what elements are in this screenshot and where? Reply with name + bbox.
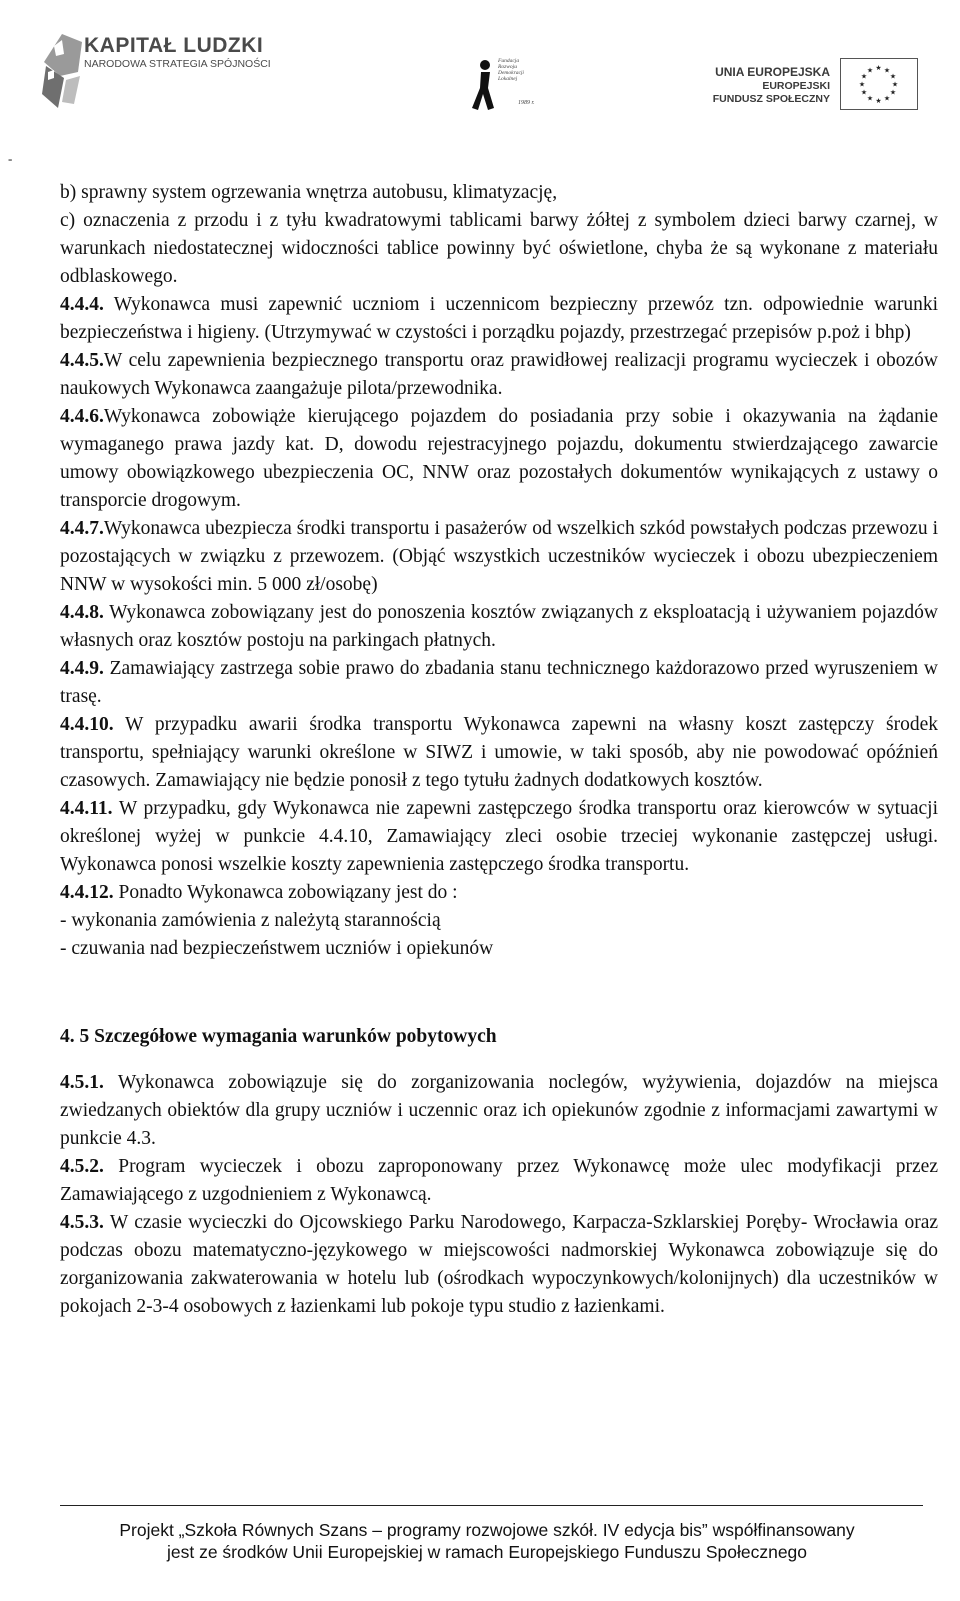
section-heading: 4. 5 Szczegółowe wymagania warunków pobytowych xyxy=(60,1026,497,1047)
item-number: 4.4.4. xyxy=(60,294,104,315)
eu-line3: FUNDUSZ SPOŁECZNY xyxy=(712,93,830,105)
item-4-4-5 xyxy=(60,347,938,403)
item-number: 4.5.1. xyxy=(60,1072,104,1093)
sub-item: - wykonania zamówienia z należytą starannością xyxy=(60,910,441,931)
item-text: Wykonawca ubezpiecza środki transportu i pasażerów od wszelkich szkód powstałych podczas przewozu i pozostających w związku z przewozem. (Objąć wszystkich uczestników wycieczek i obozu ubezpieczeniem NNW w wysokości min. 5 000 zł/osobę) xyxy=(60,518,938,595)
item-text: W czasie wycieczki do Ojcowskiego Parku Narodowego, Karpacza-Szklarskiej Poręby- Wrocławia oraz podczas obozu matematyczno-językowego w miejscowości nadmorskiej Wykonawca zobowiązuje się do zorganizowania zakwaterowania w hotelu lub (ośrodkach wypoczynkowych/kolonijnych) dla uczestników w pokojach 2-3-4 osobowych z łazienkami lub pokoje typu studio z łazienkami. xyxy=(60,1212,938,1317)
eu-line2: EUROPEJSKI xyxy=(762,79,830,92)
footer-line2: jest ze środków Unii Europejskiej w ramach Europejskiego Funduszu Społecznego xyxy=(166,1542,808,1562)
kapital-ludzki-subtitle: NARODOWA STRATEGIA SPÓJNOŚCI xyxy=(84,58,271,70)
kapital-ludzki-emblem-icon xyxy=(40,32,84,112)
item-text: W przypadku, gdy Wykonawca nie zapewni zastępczego środka transportu oraz kierowców w sytuacji określonej wyżej w punkcie 4.4.10, Zamawiający zleci osobie trzeciej wykonanie zastępczej usługi. Wykonawca ponosi wszelkie koszty zapewnienia zastępczego środka transportu. xyxy=(60,798,938,875)
footer-line1: Projekt „Szkoła Równych Szans – programy rozwojowe szkół. IV edycja bis” współfinansowany xyxy=(119,1520,855,1540)
item-number: 4.5.2. xyxy=(60,1156,104,1177)
kapital-ludzki-title: KAPITAŁ LUDZKI xyxy=(84,34,264,57)
intro-b: b) sprawny system ogrzewania wnętrza autobusu, klimatyzację, xyxy=(60,182,558,203)
item-4-4-12 xyxy=(60,879,938,907)
svg-text:★: ★ xyxy=(883,66,891,75)
eu-flag-icon xyxy=(840,58,918,110)
footer-divider xyxy=(60,1505,923,1506)
svg-text:★: ★ xyxy=(875,64,882,72)
svg-text:★: ★ xyxy=(875,97,882,105)
item-number: 4.4.9. xyxy=(60,658,104,679)
item-4-5-1 xyxy=(60,1069,938,1153)
item-number: 4.4.8. xyxy=(60,602,104,623)
item-4-4-8 xyxy=(60,599,938,655)
svg-text:★: ★ xyxy=(860,72,868,81)
item-text: W celu zapewnienia bezpiecznego transportu oraz prawidłowej realizacji programu wycieczek i obozów naukowych Wykonawca zaangażuje pilota/przewodnika. xyxy=(60,350,938,399)
item-text: W przypadku awarii środka transportu Wykonawca zapewni na własny koszt zastępczy środek transportu, spełniający warunki określone w SIWZ i umowie, w taki sposób, aby nie powodować opóźnień czasowych. Zamawiający nie będzie ponosił z tego tytułu żadnych dodatkowych kosztów. xyxy=(60,714,938,791)
eu-text xyxy=(713,66,830,107)
item-text: Zamawiający zastrzega sobie prawo do zbadania stanu technicznego każdorazowo przed wyruszeniem w trasę. xyxy=(60,658,938,707)
foundation-logo xyxy=(468,56,542,114)
item-4-4-11 xyxy=(60,795,938,879)
page-header xyxy=(0,0,960,135)
item-4-4-6 xyxy=(60,403,938,515)
eu-line1: UNIA EUROPEJSKA xyxy=(715,65,830,79)
svg-text:★: ★ xyxy=(883,94,891,103)
svg-text:★: ★ xyxy=(866,94,874,103)
item-text: Wykonawca zobowiązany jest do ponoszenia kosztów związanych z eksploatacją i używaniem pojazdów własnych oraz kosztów postoju na parkingach płatnych. xyxy=(60,602,938,651)
page-footer xyxy=(42,1519,932,1563)
item-number: 4.4.7. xyxy=(60,518,104,539)
item-number: 4.4.12. xyxy=(60,882,114,903)
foundation-year: 1989 r. xyxy=(518,100,535,106)
eu-logo xyxy=(690,58,930,128)
item-text: Wykonawca zobowiąże kierującego pojazdem do posiadania przy sobie i okazywania na żądanie wymaganego prawa jazdy kat. D, dowodu rejestracyjnego pojazdu, dokumentu stwierdzającego zawarcie umowy obowiązkowego ubezpieczenia OC, NNW oraz pozostałych dokumentów wynikających z ustawy o transporcie drogowym. xyxy=(60,406,938,511)
svg-text:★: ★ xyxy=(860,88,868,97)
item-4-4-4 xyxy=(60,291,938,347)
item-text: Ponadto Wykonawca zobowiązany jest do : xyxy=(113,882,458,903)
item-number: 4.4.6. xyxy=(60,406,104,427)
item-4-5-2 xyxy=(60,1153,938,1209)
intro-c: c) oznaczenia z przodu i z tyłu kwadratowymi tablicami barwy żółtej z symbolem dzieci barwy czarnej, w warunkach niedostatecznej widoczności tablice powinny być oświetlone, chyba że są wykonane z materiału odblaskowego. xyxy=(60,210,938,287)
item-number: 4.5.3. xyxy=(60,1212,104,1233)
stray-mark: - xyxy=(8,151,13,166)
sub-item: - czuwania nad bezpieczeństwem uczniów i opiekunów xyxy=(60,938,494,959)
item-text: Wykonawca musi zapewnić uczniom i uczennicom bezpieczny przewóz tzn. odpowiednie warunki bezpieczeństwa i higieny. (Utrzymywać w czystości i porządku pojazdy, przestrzegać przepisów p.poż i bhp) xyxy=(60,294,938,343)
item-number: 4.4.11. xyxy=(60,798,113,819)
item-4-4-7 xyxy=(60,515,938,599)
kapital-ludzki-logo xyxy=(40,34,330,128)
svg-text:★: ★ xyxy=(889,72,897,81)
item-text: Wykonawca zobowiązuje się do zorganizowania noclegów, wyżywienia, dojazdów na miejsca zwiedzanych obiektów dla grupy uczniów i uczennic oraz ich opiekunów zgodnie z informacjami zawartymi w punkcie 4.3. xyxy=(60,1072,938,1149)
document-body xyxy=(60,179,938,1321)
item-4-5-3 xyxy=(60,1209,938,1321)
item-number: 4.4.10. xyxy=(60,714,114,735)
item-4-4-9 xyxy=(60,655,938,711)
svg-text:★: ★ xyxy=(858,80,866,89)
item-4-4-10 xyxy=(60,711,938,795)
item-number: 4.4.5. xyxy=(60,350,104,371)
svg-text:★: ★ xyxy=(891,80,899,89)
svg-text:★: ★ xyxy=(889,88,897,97)
item-text: Program wycieczek i obozu zaproponowany przez Wykonawcę może ulec modyfikacji przez Zamawiającego z uzgodnieniem z Wykonawcą. xyxy=(60,1156,938,1205)
foundation-name: Fundacja Rozwoju Demokracji Lokalnej xyxy=(498,58,524,82)
svg-text:★: ★ xyxy=(866,66,874,75)
